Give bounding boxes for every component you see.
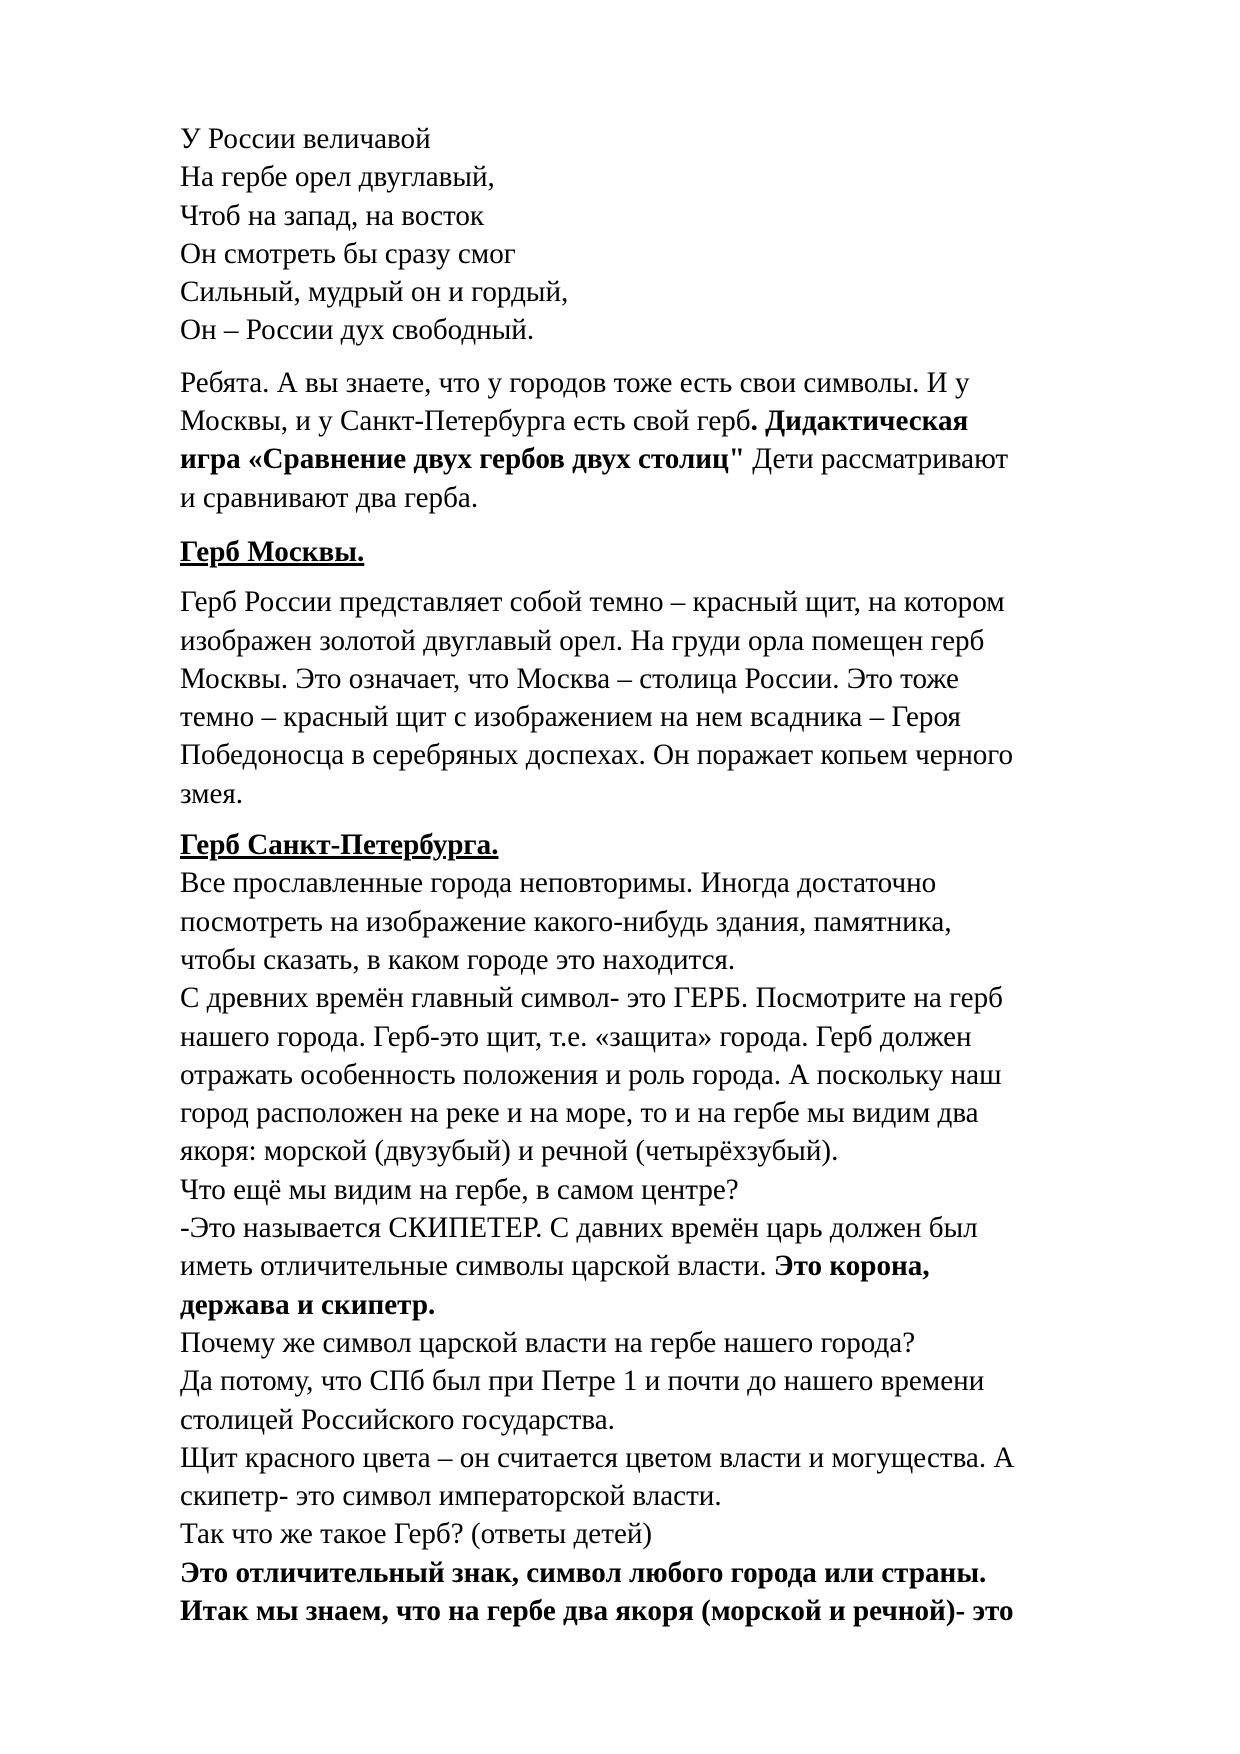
text-line: [180, 1592, 1150, 1630]
text-run: змея.: [180, 776, 244, 810]
text-run: -Это называется СКИПЕТЕР. С давних времён царь должен был: [180, 1211, 978, 1245]
text-line: [180, 1247, 1150, 1285]
text-run: Москвы, и у Санкт-Петербурга есть свой герб: [180, 404, 751, 438]
text-run: Он смотреть бы сразу смог: [180, 236, 516, 270]
text-run: Так что же такое Герб? (ответы детей): [180, 1517, 653, 1551]
text-run: На гербе орел двуглавый,: [180, 160, 495, 194]
text-run: город расположен на реке и на море, то и на гербе мы видим два: [180, 1096, 979, 1130]
text-line: [180, 158, 1150, 196]
text-line: [180, 583, 1150, 621]
text-line: [180, 533, 1150, 571]
poem-block: [180, 120, 1180, 350]
text-line: [180, 1056, 1150, 1094]
text-run: У России величавой: [180, 122, 431, 155]
bold-text: . Дидактическая: [750, 404, 969, 438]
text-line: [180, 364, 1150, 402]
text-run: изображен золотой двуглавый орел. На груди орла помещен герб: [180, 623, 985, 657]
text-line: [180, 1209, 1150, 1247]
text-line: [180, 197, 1150, 235]
text-line: [180, 1132, 1150, 1170]
text-line: [180, 1554, 1150, 1592]
bold-text: Это отличительный знак, символ любого города или страны.: [180, 1555, 987, 1589]
text-run: Он – России дух свободный.: [180, 313, 535, 347]
text-run: столицей Российского государства.: [180, 1402, 615, 1436]
document-page: [180, 120, 1180, 1630]
text-run: якоря: морской (двузубый) и речной (четырёхзубый).: [180, 1134, 839, 1168]
text-line: [180, 1094, 1150, 1132]
bold-text: игра «Сравнение двух гербов двух столиц": [180, 442, 745, 476]
text-run: Победоносца в серебряных доспехах. Он поражает копьем черного: [180, 738, 1014, 772]
text-line: [180, 1362, 1150, 1400]
text-line: [180, 622, 1150, 660]
text-run: Щит красного цвета – он считается цветом власти и могущества. А: [180, 1440, 1015, 1474]
text-line: [180, 660, 1150, 698]
text-line: [180, 235, 1150, 273]
bold-text: держава и скипетр.: [180, 1287, 436, 1321]
text-run: С древних времён главный символ- это ГЕРБ. Посмотрите на герб: [180, 981, 1003, 1015]
text-run: нашего города. Герб-это щит, т.е. «защита» города. Герб должен: [180, 1019, 972, 1053]
text-line: [180, 775, 1150, 813]
text-run: и сравнивают два герба.: [180, 480, 479, 514]
text-line: [180, 479, 1150, 517]
text-run: Почему же символ царской власти на гербе нашего города?: [180, 1325, 916, 1359]
text-run: Герб России представляет собой темно – красный щит, на котором: [180, 585, 1005, 619]
text-run: Что ещё мы видим на гербе, в самом центре?: [180, 1172, 739, 1206]
text-line: [180, 941, 1150, 979]
text-line: [180, 979, 1150, 1017]
text-line: [180, 120, 1150, 158]
text-line: [180, 1439, 1150, 1477]
bold-text: Это корона,: [773, 1249, 930, 1283]
bold-text: Итак мы знаем, что на гербе два якоря (морской и речной)- это: [180, 1593, 1014, 1627]
heading-block: [180, 533, 1180, 571]
text-run: Дети рассматривают: [744, 442, 1009, 476]
text-line: [180, 1515, 1150, 1553]
text-run: Ребята. А вы знаете, что у городов тоже есть свои символы. И у: [180, 365, 970, 399]
text-line: [180, 273, 1150, 311]
text-line: [180, 1324, 1150, 1362]
paragraph-block: [180, 583, 1180, 813]
text-run: иметь отличительные символы царской власти.: [180, 1249, 774, 1283]
text-line: [180, 1401, 1150, 1439]
text-run: чтобы сказать, в каком городе это находится.: [180, 942, 736, 976]
text-run: Да потому, что СПб был при Петре 1 и почти до нашего времени: [180, 1364, 985, 1398]
section-heading: Герб Санкт-Петербурга.: [180, 828, 499, 862]
text-run: Сильный, мудрый он и гордый,: [180, 275, 569, 309]
text-line: [180, 1171, 1150, 1209]
text-run: Москвы. Это означает, что Москва – столица России. Это тоже: [180, 661, 959, 695]
text-line: [180, 736, 1150, 774]
text-line: [180, 826, 1150, 864]
paragraph-block: [180, 364, 1180, 517]
text-line: [180, 1477, 1150, 1515]
text-run: Чтоб на запад, на восток: [180, 198, 485, 232]
text-line: [180, 698, 1150, 736]
text-line: [180, 864, 1150, 902]
text-run: Все прославленные города неповторимы. Иногда достаточно: [180, 866, 937, 900]
text-run: отражать особенность положения и роль города. А поскольку наш: [180, 1057, 1002, 1091]
text-run: темно – красный щит с изображением на нем всадника – Героя: [180, 700, 961, 734]
text-run: скипетр- это символ императорской власти.: [180, 1479, 722, 1513]
text-line: [180, 311, 1150, 349]
text-line: [180, 402, 1150, 440]
section-block: [180, 826, 1180, 1630]
text-line: [180, 440, 1150, 478]
text-line: [180, 1286, 1150, 1324]
text-line: [180, 903, 1150, 941]
text-run: посмотреть на изображение какого-нибудь здания, памятника,: [180, 904, 952, 938]
section-heading: Герб Москвы.: [180, 534, 365, 568]
text-line: [180, 1018, 1150, 1056]
